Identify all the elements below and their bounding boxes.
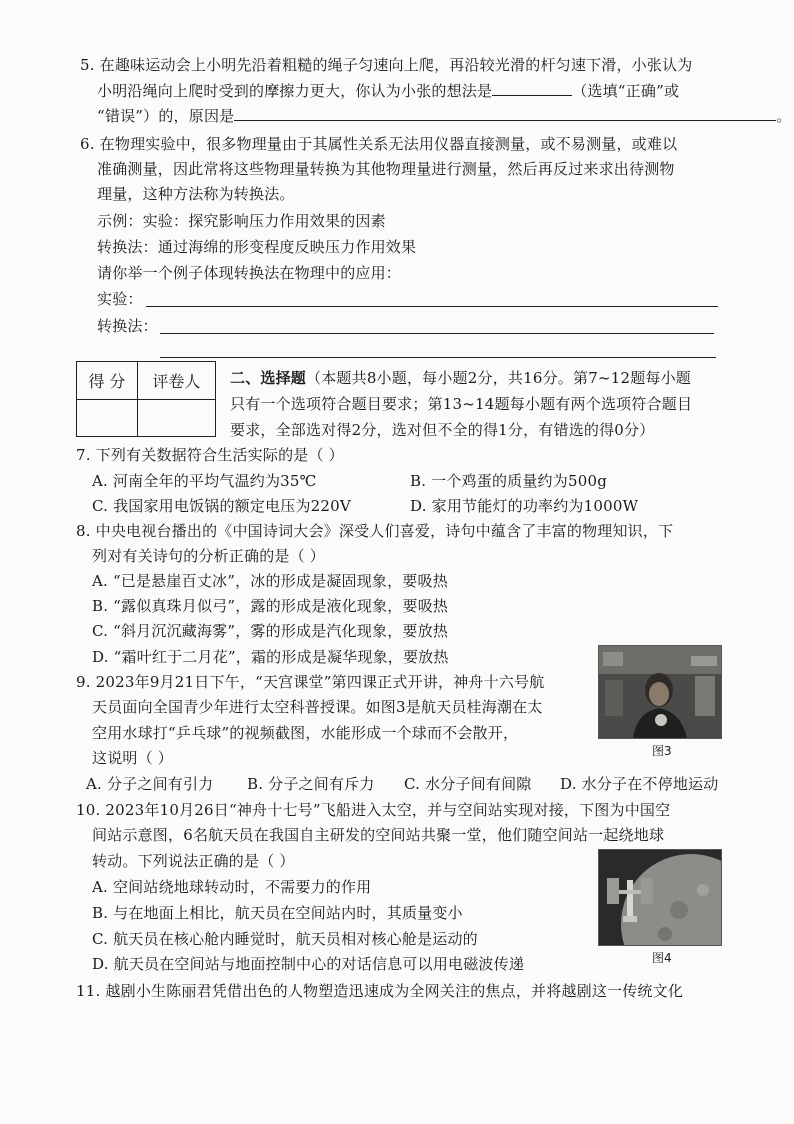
q6-line-1: 6. 在物理实验中，很多物理量由于其属性关系无法用仪器直接测量，或不易测量，或难以 <box>80 135 678 153</box>
q8-option-c[interactable]: C. “斜月沉沉藏海雾”，雾的形成是汽化现象，要放热 <box>92 622 449 640</box>
q9-line-4: 这说明（ ） <box>92 749 173 767</box>
q6-conversion-label: 转换法： <box>97 317 158 335</box>
grader-header: 评卷人 <box>137 362 215 400</box>
q6-line-3: 理量，这种方法称为转换法。 <box>97 185 295 203</box>
section2-instructions-2: 只有一个选项符合题目要求；第13~14题每小题有两个选项符合题目 <box>230 395 693 413</box>
score-cell[interactable] <box>77 399 138 437</box>
q6-prompt: 请你举一个例子体现转换法在物理中的应用： <box>97 264 402 282</box>
q6-method: 转换法：通过海绵的形变程度反映压力作用效果 <box>97 238 417 256</box>
q5-line-1: 5. 在趣味运动会上小明先沿着粗糙的绳子匀速向上爬，再沿较光滑的杆匀速下滑，小张认为 <box>80 56 693 74</box>
q6-conversion-blank-2[interactable] <box>160 357 716 358</box>
q6-line-2: 准确测量，因此常将这些物理量转换为其他物理量进行测量，然后再反过来求出待测物 <box>97 160 675 178</box>
q8-option-b[interactable]: B. “露似真珠月似弓”，露的形成是液化现象，要吸热 <box>92 597 449 615</box>
q9-option-b[interactable]: B. 分子之间有斥力 <box>247 775 375 793</box>
q9-line-3: 空用水球打“乒乓球”的视频截图，水能形成一个球而不会散开， <box>92 724 519 742</box>
q9-option-c[interactable]: C. 水分子间有间隙 <box>404 775 532 793</box>
q8-line-2: 列对有关诗句的分析正确的是（ ） <box>92 547 325 565</box>
score-header: 得 分 <box>77 362 138 400</box>
space-station-image <box>599 850 721 945</box>
q10-line-1: 10. 2023年10月26日“神舟十七号”飞船进入太空，并与空间站实现对接，下图为中国空 <box>76 801 671 819</box>
q11-line-1: 11. 越剧小生陈丽君凭借出色的人物塑造迅速成为全网关注的焦点，并将越剧这一传统文化 <box>76 982 684 1000</box>
q5-line-2b: （选填“正确”或 <box>572 82 680 100</box>
section2-line-1 <box>230 367 691 389</box>
q10-option-c[interactable]: C. 航天员在核心舱内睡觉时，航天员相对核心舱是运动的 <box>92 930 478 948</box>
q9-line-2: 天员面向全国青少年进行太空科普授课。如图3是航天员桂海潮在太 <box>92 698 543 716</box>
q7-stem: 7. 下列有关数据符合生活实际的是（ ） <box>76 446 344 464</box>
q5-line-2 <box>97 79 679 102</box>
q9-option-d[interactable]: D. 水分子在不停地运动 <box>560 775 719 793</box>
figure-4-caption: 图4 <box>652 951 672 965</box>
section2-instructions-3: 要求，全部选对得2分，选对但不全的得1分，有错选的得0分） <box>230 421 655 439</box>
figure-4-space-station-photo <box>598 849 722 946</box>
q7-option-c[interactable]: C. 我国家用电饭锅的额定电压为220V <box>92 497 351 515</box>
q6-experiment-blank[interactable] <box>146 306 718 307</box>
q5-line-3 <box>97 104 792 127</box>
q10-line-2: 间站示意图，6名航天员在我国自主研发的空间站共聚一堂，他们随空间站一起绕地球 <box>92 826 665 844</box>
score-table <box>76 361 216 437</box>
q10-option-d[interactable]: D. 航天员在空间站与地面控制中心的对话信息可以用电磁波传递 <box>92 955 525 973</box>
q9-option-a[interactable]: A. 分子之间有引力 <box>86 775 214 793</box>
q10-option-a[interactable]: A. 空间站绕地球转动时，不需要力的作用 <box>92 878 372 896</box>
q8-option-a[interactable]: A. “已是悬崖百丈冰”，冰的形成是凝固现象，要吸热 <box>92 572 448 590</box>
section2-instructions-1: （本题共8小题，每小题2分，共16分。第7~12题每小题 <box>306 369 691 387</box>
q5-period: 。 <box>776 107 792 125</box>
q8-option-d[interactable]: D. “霜叶红于二月花”，霜的形成是凝华现象，要放热 <box>92 648 449 666</box>
q5-line-2a: 小明沿绳向上爬时受到的摩擦力更大，你认为小张的想法是 <box>97 82 493 100</box>
q8-line-1: 8. 中央电视台播出的《中国诗词大会》深受人们喜爱，诗句中蕴含了丰富的物理知识，下 <box>76 522 674 540</box>
q7-option-a[interactable]: A. 河南全年的平均气温约为35℃ <box>92 472 317 490</box>
q5-line-3-text: “错误”）的，原因是 <box>97 107 235 125</box>
astronaut-image <box>599 646 721 738</box>
q10-option-b[interactable]: B. 与在地面上相比，航天员在空间站内时，其质量变小 <box>92 904 463 922</box>
grader-cell[interactable] <box>137 399 215 437</box>
q5-answer-blank-1[interactable] <box>492 79 572 96</box>
section2-title: 二、选择题 <box>230 369 307 387</box>
figure-3-caption: 图3 <box>652 744 672 758</box>
q5-answer-blank-2[interactable] <box>234 104 776 121</box>
q7-option-b[interactable]: B. 一个鸡蛋的质量约为500g <box>410 472 607 490</box>
q6-example: 示例：实验：探究影响压力作用效果的因素 <box>97 212 386 230</box>
q9-line-1: 9. 2023年9月21日下午，“天宫课堂”第四课正式开讲，神舟十六号航 <box>76 673 545 691</box>
q7-option-d[interactable]: D. 家用节能灯的功率约为1000W <box>410 497 639 515</box>
figure-3-astronaut-photo <box>598 645 722 739</box>
q6-experiment-label: 实验： <box>97 290 143 308</box>
q10-line-3: 转动。下列说法正确的是（ ） <box>92 852 295 870</box>
q6-conversion-blank-1[interactable] <box>160 333 714 334</box>
